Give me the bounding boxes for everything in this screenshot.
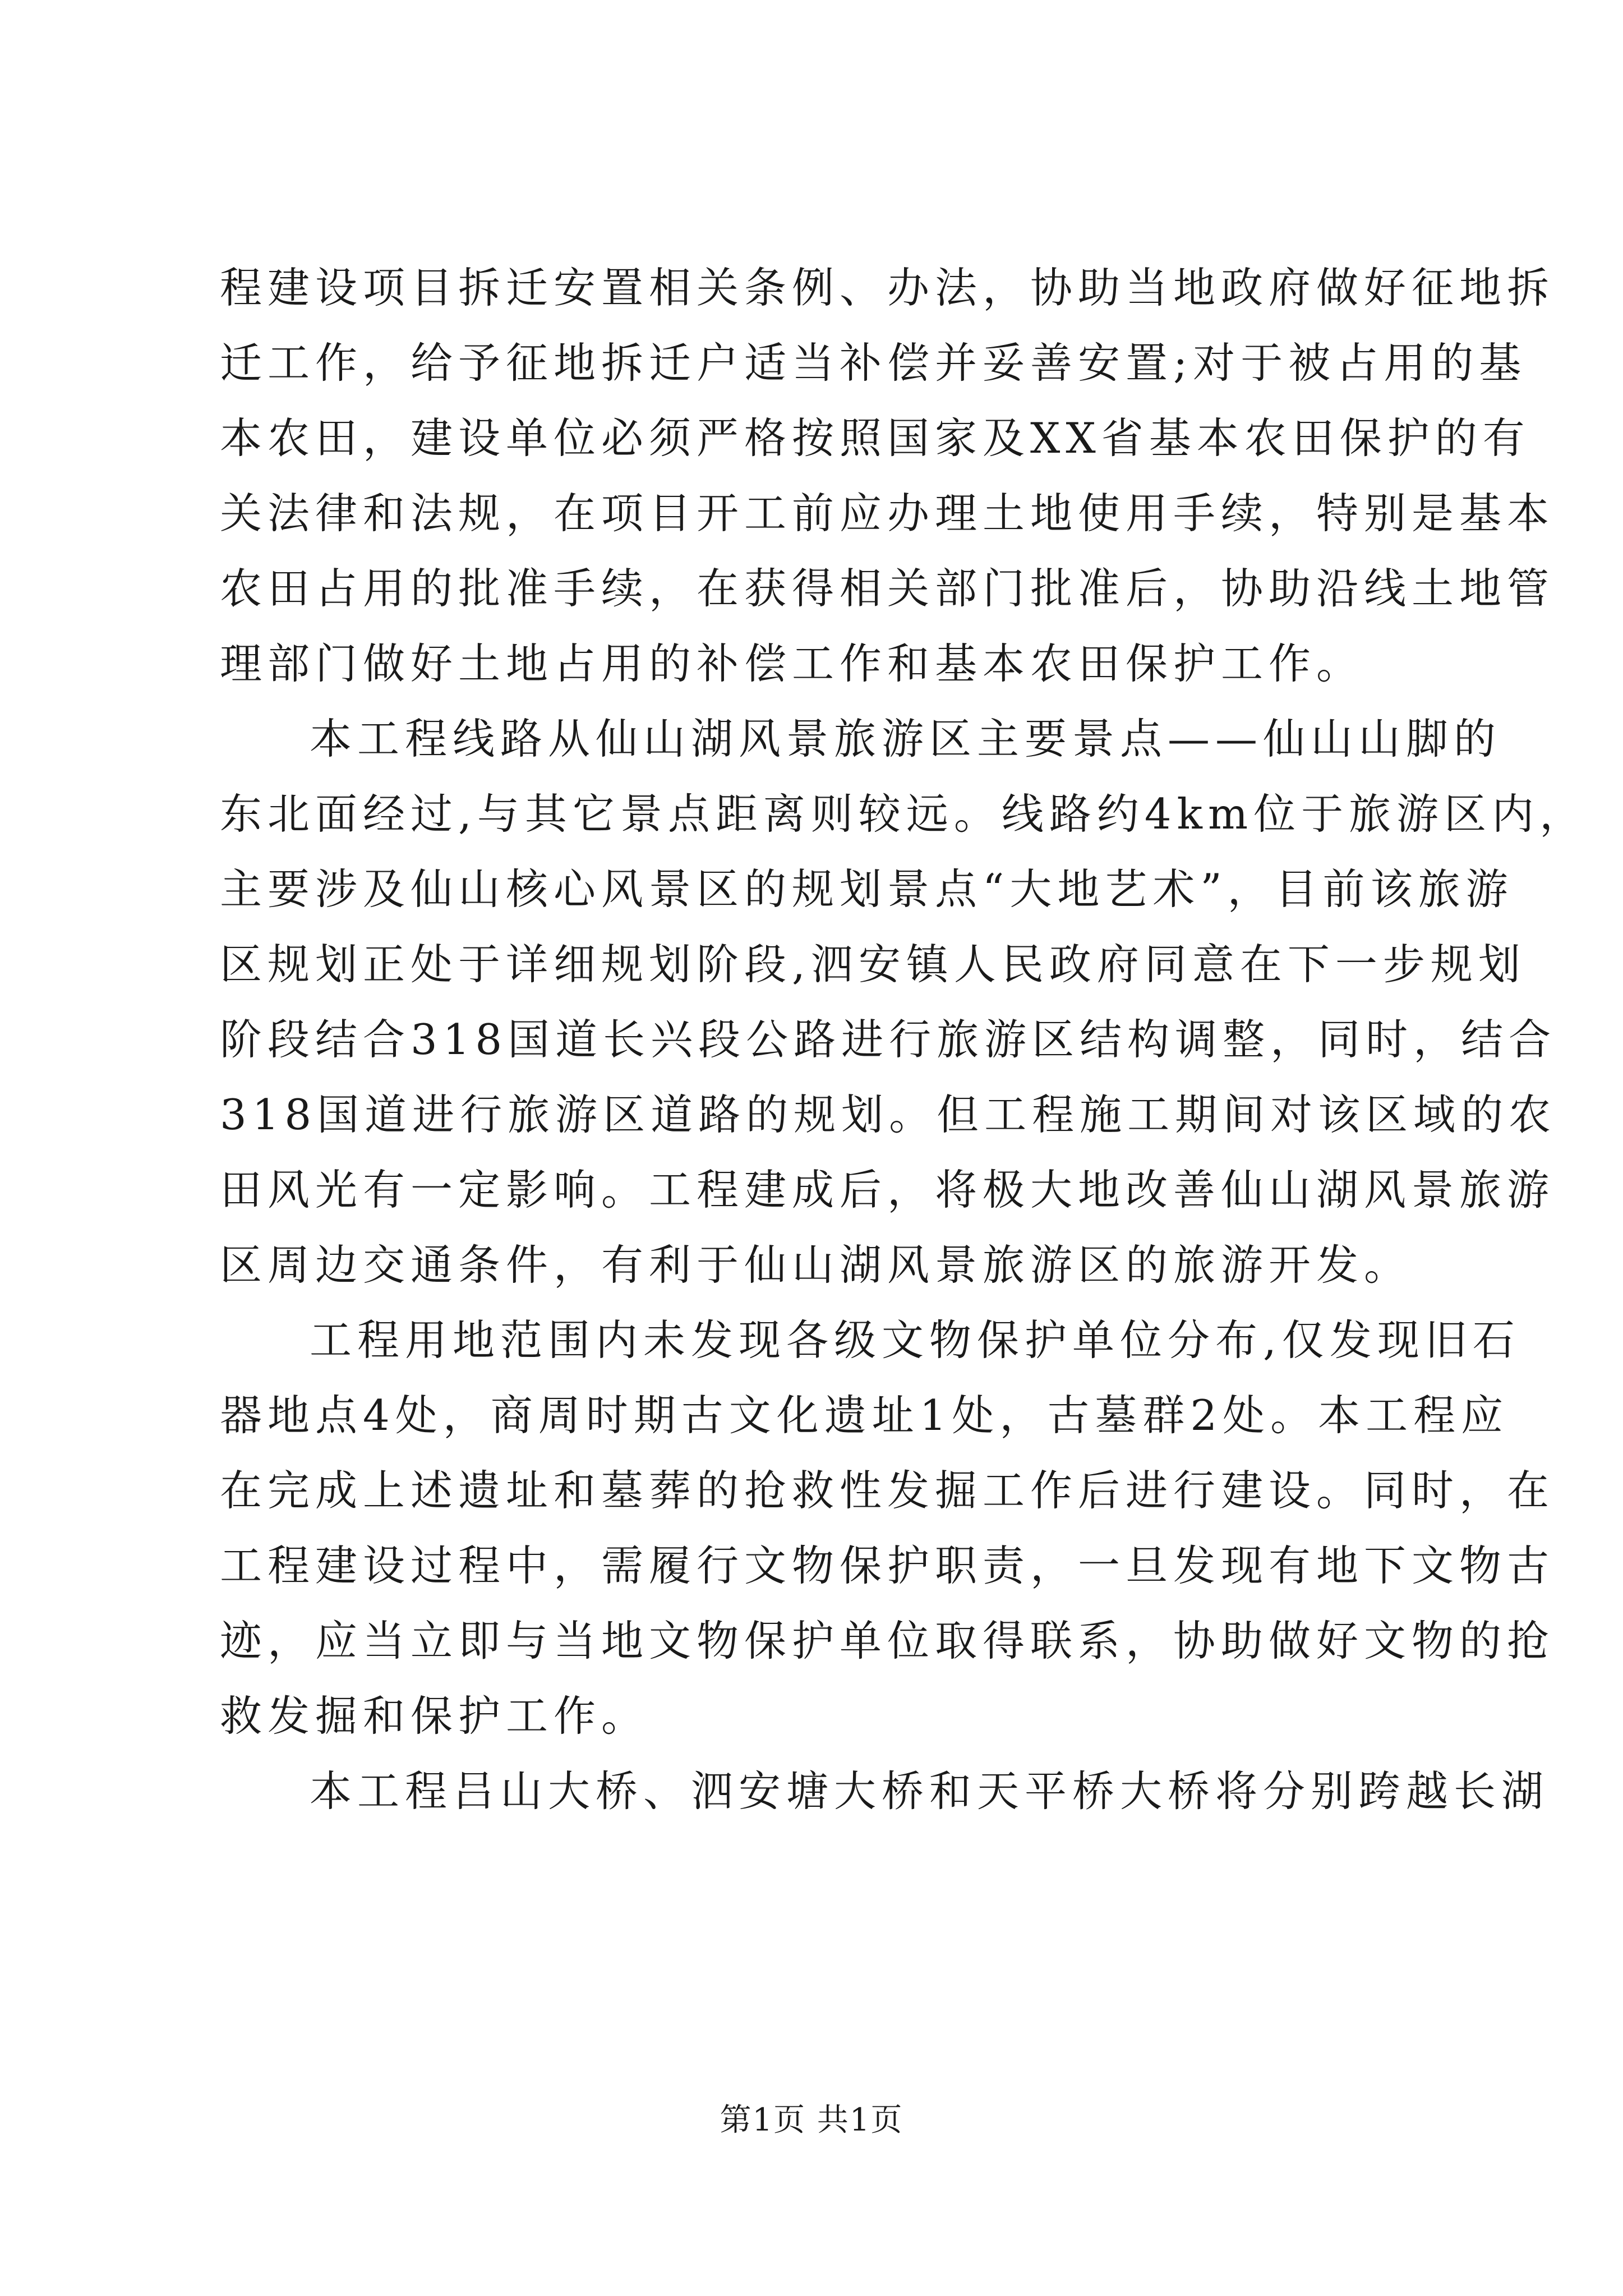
page-number: 第1页 共1页 <box>720 2102 903 2138</box>
text-line: 工程建设过程中，需履行文物保护职责，一旦发现有地下文物古 <box>220 1541 1555 1590</box>
text-line: 理部门做好土地占用的补偿工作和基本农田保护工作。 <box>220 639 1364 688</box>
text-line: 318国道进行旅游区道路的规划。但工程施工期间对该区域的农 <box>220 1090 1557 1139</box>
text-line: 主要涉及仙山核心风景区的规划景点“大地艺术”，目前该旅游 <box>220 864 1514 914</box>
text-line: 工程用地范围内未发现各级文物保护单位分布,仅发现旧石 <box>310 1315 1520 1365</box>
text-line: 迁工作，给予征地拆迁户适当补偿并妥善安置;对于被占用的基 <box>220 338 1527 388</box>
text-line: 本工程吕山大桥、泗安塘大桥和天平桥大桥将分别跨越长湖 <box>310 1766 1550 1816</box>
text-line: 器地点4处，商周时期古文化遗址1处，古墓群2处。本工程应 <box>220 1391 1509 1440</box>
text-line: 迹，应当立即与当地文物保护单位取得联系，协助做好文物的抢 <box>220 1616 1555 1665</box>
text-line: 区规划正处于详细规划阶段,泗安镇人民政府同意在下一步规划 <box>220 940 1526 989</box>
text-line: 阶段结合318国道长兴段公路进行旅游区结构调整，同时，结合 <box>220 1015 1557 1064</box>
text-line: 本工程线路从仙山湖风景旅游区主要景点——仙山山脚的 <box>310 714 1502 763</box>
text-line: 田风光有一定影响。工程建成后，将极大地改善仙山湖风景旅游 <box>220 1165 1555 1214</box>
text-line: 救发掘和保护工作。 <box>220 1691 649 1741</box>
text-line: 农田占用的批准手续，在获得相关部门批准后，协助沿线土地管 <box>220 564 1555 613</box>
text-line: 区周边交通条件，有利于仙山湖风景旅游区的旅游开发。 <box>220 1240 1412 1290</box>
text-line: 程建设项目拆迁安置相关条例、办法，协助当地政府做好征地拆 <box>220 263 1555 312</box>
text-line: 关法律和法规，在项目开工前应办理土地使用手续，特别是基本 <box>220 489 1555 538</box>
document-body <box>220 250 1588 1829</box>
page-footer <box>0 2101 1623 2140</box>
text-line: 本农田，建设单位必须严格按照国家及XX省基本农田保护的有 <box>220 413 1530 463</box>
text-line: 在完成上述遗址和墓葬的抢救性发掘工作后进行建设。同时，在 <box>220 1466 1555 1515</box>
text-line: 东北面经过,与其它景点距离则较远。线路约4km位于旅游区内， <box>220 789 1588 839</box>
